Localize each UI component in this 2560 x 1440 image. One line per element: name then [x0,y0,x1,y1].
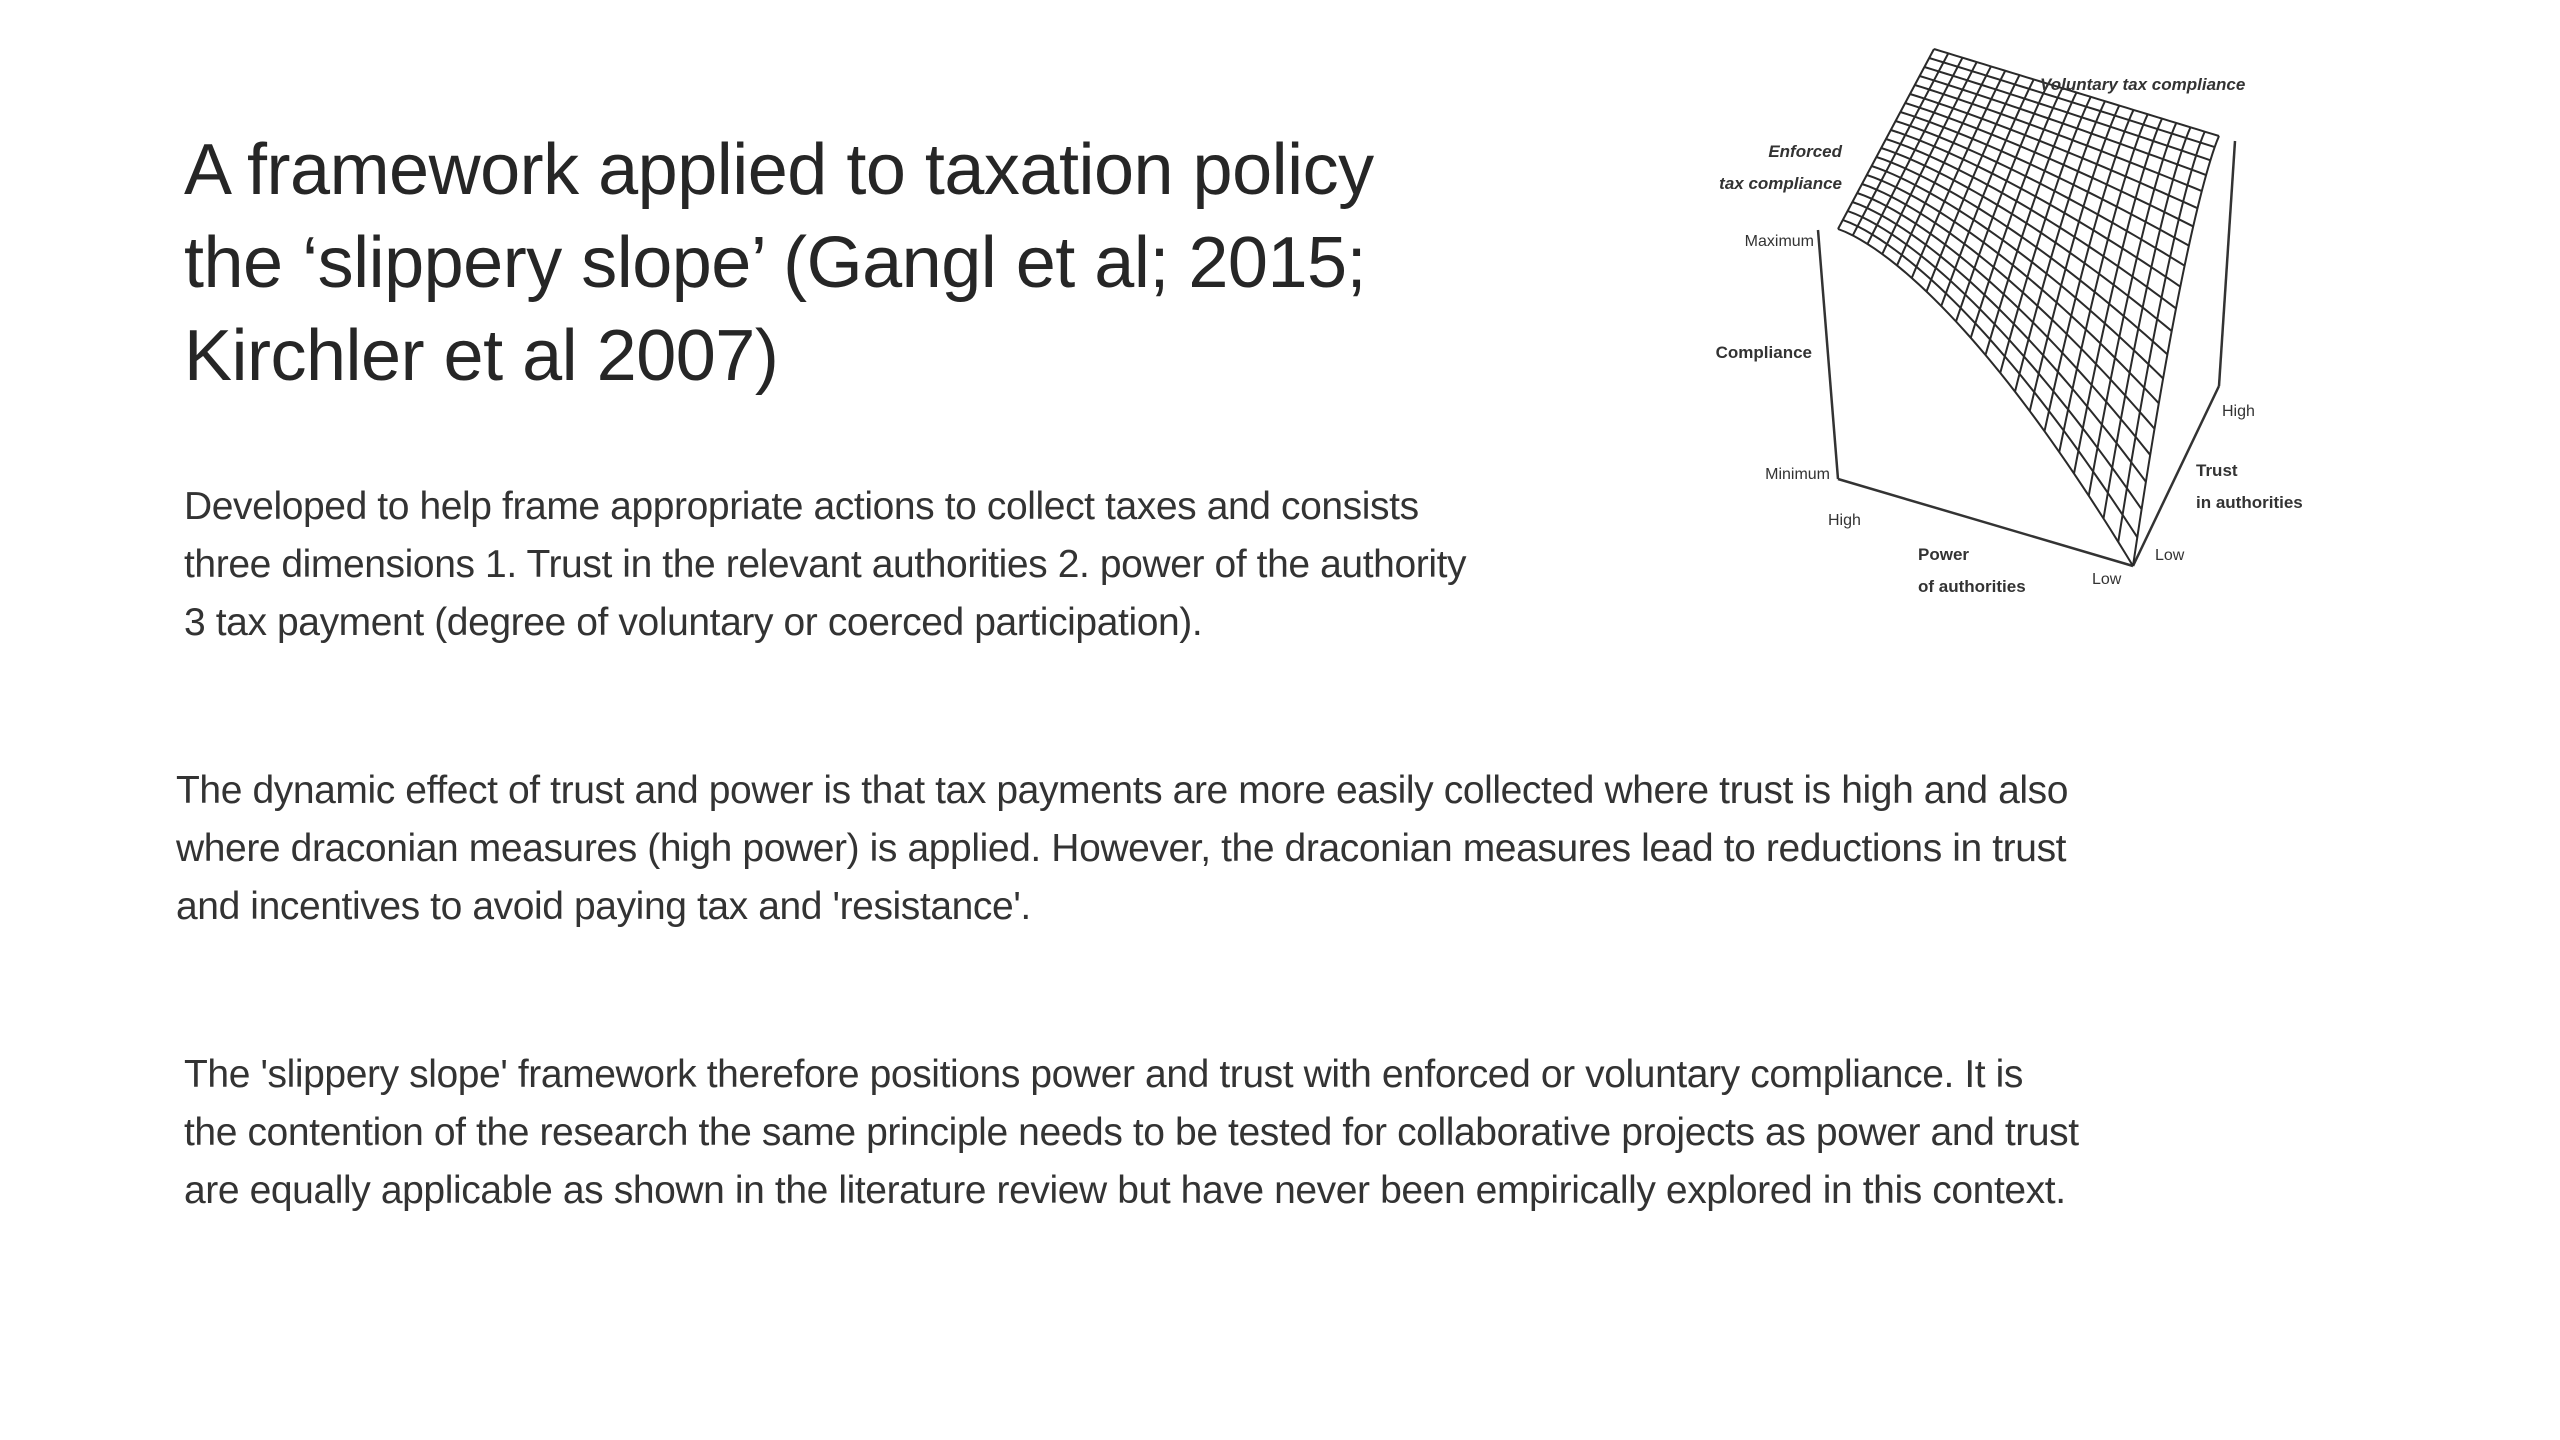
mesh-line-power [1872,166,2164,378]
paragraph-line: are equally applicable as shown in the literature review but have never been empirically explored in this context. [184,1169,2066,1212]
compliance-label: Compliance [1715,343,1812,362]
trust-label: Trust [2196,461,2238,480]
mesh-line-trust [2015,101,2105,391]
mesh-line-power [1924,67,2210,160]
mesh-line-power [1934,49,2219,136]
mesh-line-trust [2133,136,2219,566]
power-label: Power [1918,545,1970,564]
mesh-line-trust [2089,123,2177,496]
mesh-line-trust [1868,58,1963,244]
mesh-line-trust [1897,66,1991,265]
mesh-line-power [1891,130,2181,287]
voluntary-label: Voluntary tax compliance [2040,75,2246,94]
maximum-label: Maximum [1744,233,1814,250]
power-low-label: Low [2092,571,2122,588]
back-right-edge [2219,141,2235,386]
paragraph-definition [184,478,1466,652]
slide-title [184,124,1374,403]
mesh-line-power [1896,121,2185,266]
mesh-line-power [1910,94,2198,208]
mesh-line-power [1862,184,2155,429]
compliance-surface-mesh [1838,49,2219,566]
mesh-line-trust [2104,127,2191,518]
mesh-line-trust [1986,93,2077,355]
mesh-line-trust [2030,106,2120,411]
paragraph-line: The dynamic effect of trust and power is that tax payments are more easily collected where trust is high and also [176,769,2069,812]
power-label: of authorities [1918,577,2026,596]
mesh-line-power [1852,202,2145,482]
mesh-line-trust [1941,79,2034,306]
mesh-line-power [1881,148,2172,331]
trust-low-label: Low [2155,547,2185,564]
paragraph-line: Developed to help frame appropriate actions to collect taxes and consists [184,485,1419,528]
mesh-line-power [1867,175,2159,403]
mesh-line-trust [2000,97,2091,373]
paragraph-line: three dimensions 1. Trust in the relevant authorities 2. power of the authority [184,543,1467,586]
enforced-label: Enforced [1768,142,1842,161]
trust-label: in authorities [2196,493,2303,512]
mesh-line-power [1838,229,2133,566]
mesh-line-power [1920,76,2207,175]
mesh-line-trust [1956,84,2048,322]
mesh-line-trust [2059,114,2148,452]
mesh-line-power [1886,139,2176,308]
mesh-line-trust [1838,49,1934,229]
mesh-line-power [1915,85,2202,191]
trust-high-label: High [2222,403,2255,420]
minimum-label: Minimum [1765,466,1830,483]
title-line: Kirchler et al 2007) [184,316,779,396]
mesh-line-power [1876,157,2167,354]
front-left-edge [1818,230,1838,479]
mesh-line-trust [1912,71,2006,278]
paragraph-line: The 'slippery slope' framework therefore positions power and trust with enforced or voluntary compliance. It is [184,1053,2024,1096]
enforced-label: tax compliance [1719,174,1842,193]
power-axis-edge [1838,479,2133,566]
figure-box [1818,141,2235,566]
paragraph-contention [184,1046,2079,1220]
paragraph-dynamic-effect [176,762,2068,936]
paragraph-line: 3 tax payment (degree of voluntary or coerced participation). [184,601,1203,644]
mesh-line-trust [1927,75,2020,291]
power-high-label: High [1828,512,1861,529]
paragraph-line: where draconian measures (high power) is applied. However, the draconian measures lead to reductions in trust [176,827,2067,870]
mesh-line-power [1857,193,2150,455]
title-line: A framework applied to taxation policy [184,130,1374,210]
mesh-line-power [1843,220,2138,537]
paragraph-line: the contention of the research the same principle needs to be tested for collaborative projects as power and trust [184,1111,2079,1154]
mesh-line-power [1929,58,2215,147]
mesh-line-trust [2045,110,2134,431]
mesh-line-trust [1882,62,1977,254]
mesh-line-trust [1971,88,2063,338]
mesh-line-power [1900,112,2188,246]
title-line: the ‘slippery slope’ (Gangl et al; 2015; [184,223,1367,303]
mesh-line-power [1905,103,2193,226]
paragraph-line: and incentives to avoid paying tax and 'resistance'. [176,885,1031,928]
mesh-line-trust [2074,119,2162,474]
mesh-line-trust [2118,132,2205,542]
trust-axis-edge [2133,386,2219,566]
mesh-line-power [1848,211,2142,509]
mesh-line-trust [1853,53,1949,235]
